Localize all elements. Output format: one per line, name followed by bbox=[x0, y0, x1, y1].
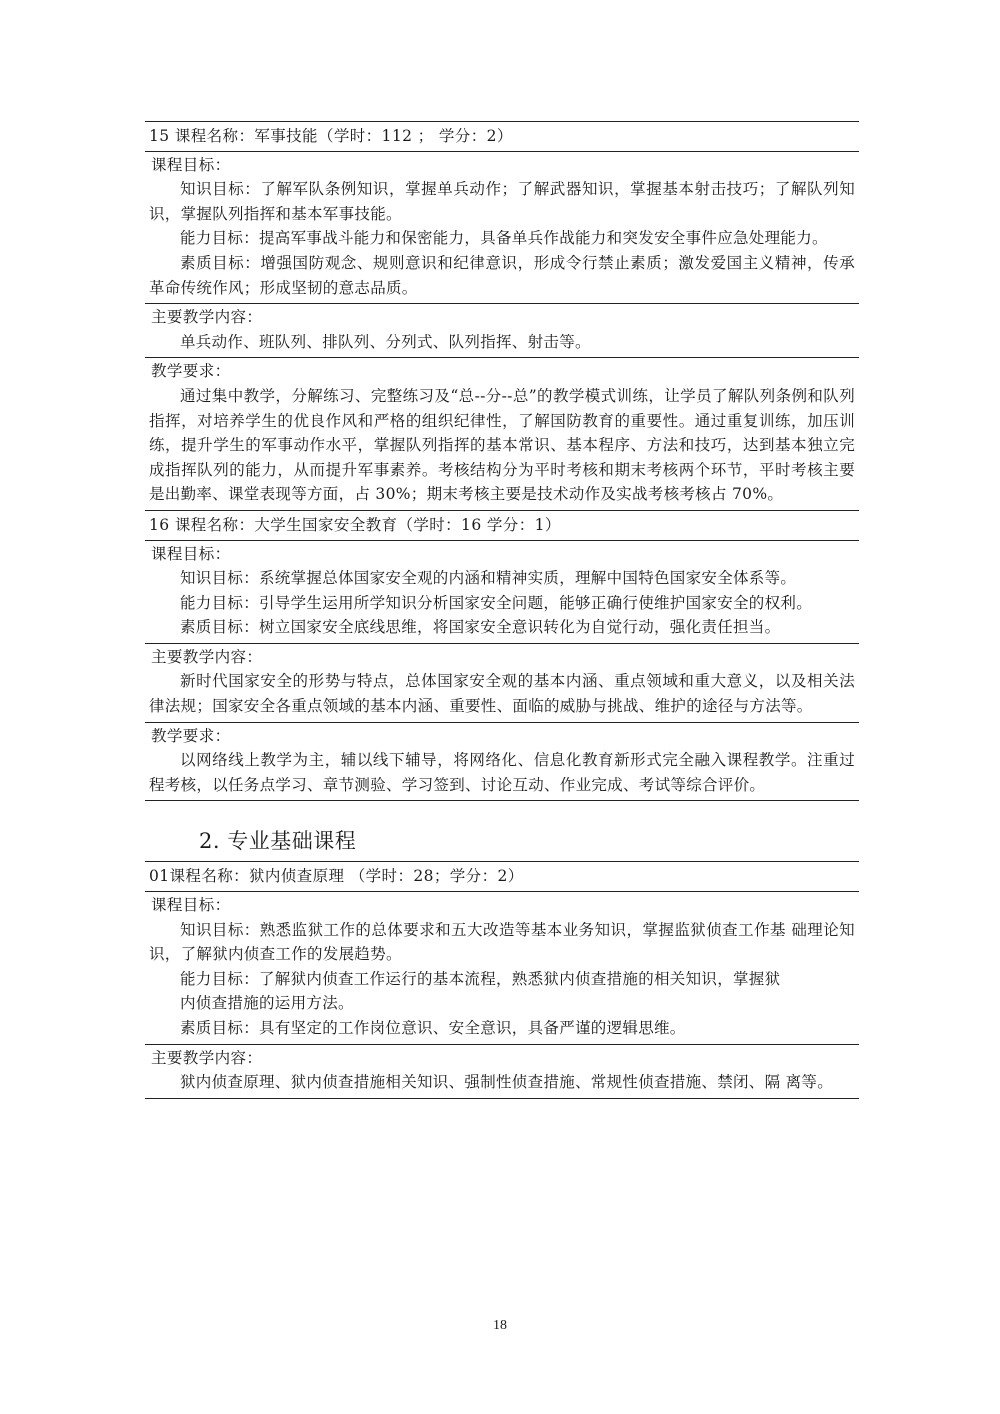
course-15-goals bbox=[145, 152, 859, 304]
knowledge-goal: 知识目标：系统掌握总体国家安全观的内涵和精神实质，理解中国特色国家安全体系等。 bbox=[180, 569, 797, 588]
document-body bbox=[145, 121, 859, 1099]
section-title: 2. 专业基础课程 bbox=[199, 829, 357, 854]
requirements-label: 教学要求： bbox=[151, 726, 231, 745]
quality-goal: 素质目标：具有坚定的工作岗位意识、安全意识，具备严谨的逻辑思维。 bbox=[180, 1019, 686, 1037]
ability-goal-continued: 内侦查措施的运用方法。 bbox=[180, 994, 354, 1013]
content-text: 单兵动作、班队列、排队列、分列式、队列指挥、射击等。 bbox=[180, 332, 591, 351]
requirements-text: 以网络线上教学为主，辅以线下辅导，将网络化、信息化教育新形式完全融入课程教学。注重过程考核，以任务点学习、章节测验、学习签到、讨论互动、作业完成、考试等综合评价。 bbox=[149, 751, 855, 794]
course-01-goals bbox=[145, 892, 859, 1044]
course-01-header: 01课程名称：狱内侦查原理 （学时：28；学分：2） bbox=[149, 867, 524, 886]
course-16-requirements bbox=[145, 723, 859, 801]
course-15-requirements bbox=[145, 358, 859, 510]
course-16-header: 16 课程名称：大学生国家安全教育（学时：16 学分：1） bbox=[149, 515, 561, 534]
course-16-goals bbox=[145, 541, 859, 643]
content-label: 主要教学内容： bbox=[151, 647, 263, 666]
content-label: 主要教学内容： bbox=[151, 308, 263, 327]
course-16-content bbox=[145, 644, 859, 722]
content-label: 主要教学内容： bbox=[151, 1048, 263, 1067]
goals-label: 课程目标： bbox=[151, 896, 231, 915]
table-rule bbox=[145, 1098, 859, 1099]
course-01-content bbox=[145, 1045, 859, 1098]
goals-label: 课程目标： bbox=[151, 155, 231, 174]
section-heading bbox=[145, 801, 859, 861]
page-number: 18 bbox=[493, 1318, 507, 1333]
content-text: 狱内侦查原理、狱内侦查措施相关知识、强制性侦查措施、常规性侦查措施、禁闭、隔 离等。 bbox=[180, 1073, 834, 1092]
ability-goal: 能力目标：了解狱内侦查工作运行的基本流程，熟悉狱内侦查措施的相关知识，掌握狱 bbox=[180, 969, 781, 988]
requirements-text: 通过集中教学，分解练习、完整练习及“总--分--总”的教学模式训练，让学员了解队列条例和队列指挥，对培养学生的优良作风和严格的组织纪律性，了解国防教育的重要性。通过重复训练，加压训练，提升学生的军事动作水平，掌握队列指挥的基本常识、基本程序、方法和技巧，达到基本独立完成指挥队列的能力，从而提升军事素养。考核结构分为平时考核和期末考核两个环节，平时考核主要是出勤率、课堂表现等方面，占 30%；期末考核主要是技术动作及实战考核考核占 70%。 bbox=[149, 386, 855, 504]
knowledge-goal: 知识目标：熟悉监狱工作的总体要求和五大改造等基本业务知识，掌握监狱侦查工作基 础理论知识，了解狱内侦查工作的发展趋势。 bbox=[149, 920, 855, 964]
course-15-header: 15 课程名称：军事技能（学时：112 ； 学分：2） bbox=[149, 127, 513, 145]
knowledge-goal: 知识目标：了解军队条例知识，掌握单兵动作；了解武器知识，掌握基本射击技巧；了解队列知识，掌握队列指挥和基本军事技能。 bbox=[149, 180, 855, 223]
course-15-content bbox=[145, 304, 859, 357]
goals-label: 课程目标： bbox=[151, 544, 231, 563]
quality-goal: 素质目标：树立国家安全底线思维，将国家安全意识转化为自觉行动，强化责任担当。 bbox=[180, 618, 781, 637]
ability-goal: 能力目标：引导学生运用所学知识分析国家安全问题，能够正确行使维护国家安全的权利。 bbox=[180, 593, 813, 612]
requirements-label: 教学要求： bbox=[151, 362, 231, 381]
ability-goal: 能力目标：提高军事战斗能力和保密能力，具备单兵作战能力和突发安全事件应急处理能力。 bbox=[180, 229, 828, 248]
quality-goal: 素质目标：增强国防观念、规则意识和纪律意识，形成令行禁止素质；激发爱国主义精神，传承革命传统作风；形成坚韧的意志品质。 bbox=[149, 253, 855, 297]
content-text: 新时代国家安全的形势与特点，总体国家安全观的基本内涵、重点领域和重大意义，以及相关法律法规；国家安全各重点领域的基本内涵、重要性、面临的威胁与挑战、维护的途径与方法等。 bbox=[149, 672, 855, 716]
